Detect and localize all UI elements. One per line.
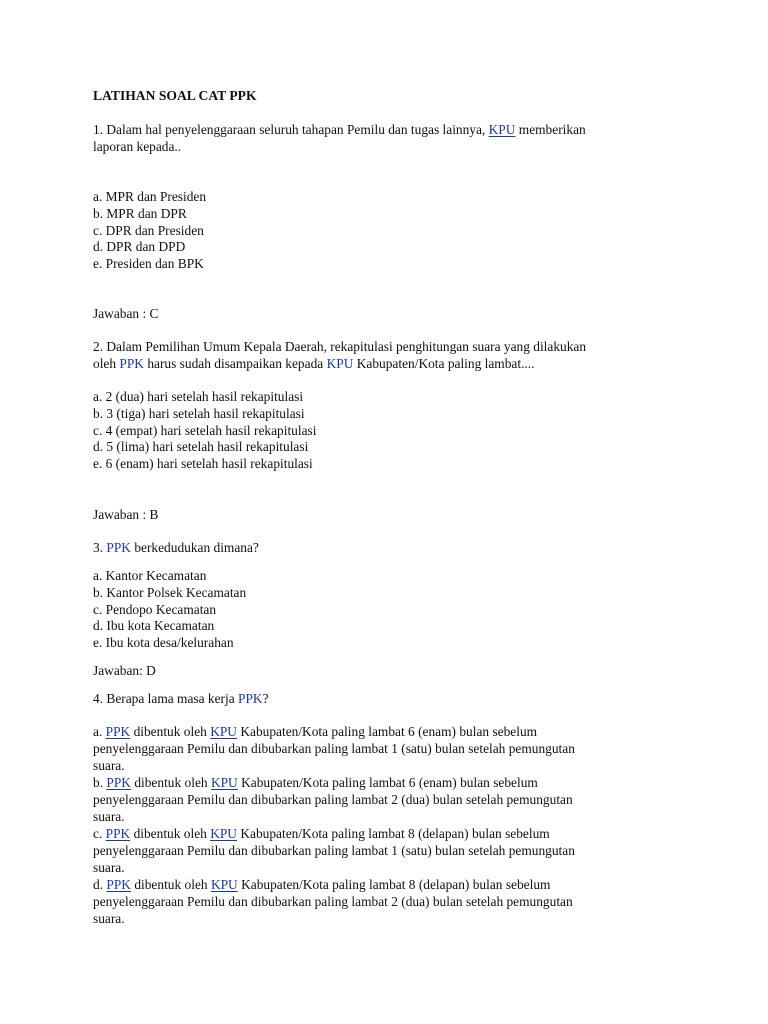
kpu-link[interactable]: KPU <box>488 122 516 137</box>
question-2-options <box>93 388 693 472</box>
option: a. MPR dan Presiden <box>93 189 207 204</box>
document-page <box>93 87 693 927</box>
option: d. PPK dibentuk oleh KPU Kabupaten/Kota paling lambat 8 (delapan) bulan sebelum penyelenggaraan Pemilu dan dibubarkan paling lambat 2 (dua) bulan setelah pemungutan suara. <box>93 876 573 926</box>
option: b. Kantor Polsek Kecamatan <box>93 584 247 600</box>
kpu-link[interactable]: KPU <box>210 723 237 739</box>
option: c. 4 (empat) hari setelah hasil rekapitulasi <box>93 422 317 438</box>
question-2-text: 2. Dalam Pemilihan Umum Kepala Daerah, rekapitulasi penghitungan suara yang dilakukan oleh PPK harus sudah disampaikan kepada KPU Kabupaten/Kota paling lambat.... <box>93 338 587 371</box>
option: d. Ibu kota Kecamatan <box>93 618 215 634</box>
option: b. MPR dan DPR <box>93 205 187 221</box>
question-3-options <box>93 567 693 651</box>
ppk-link[interactable]: PPK <box>106 774 131 790</box>
ppk-link[interactable]: PPK <box>238 690 263 706</box>
option: e. Ibu kota desa/kelurahan <box>93 635 234 651</box>
option: e. 6 (enam) hari setelah hasil rekapitulasi <box>93 456 313 472</box>
question-2 <box>93 338 693 523</box>
question-1 <box>93 121 693 322</box>
question-4-options <box>93 723 693 927</box>
question-4 <box>93 690 693 927</box>
ppk-link[interactable]: PPK <box>106 876 131 892</box>
question-2-answer: Jawaban : B <box>93 506 159 522</box>
option: c. DPR dan Presiden <box>93 222 204 238</box>
question-3 <box>93 539 693 679</box>
ppk-link[interactable]: PPK <box>105 723 131 739</box>
option: a. Kantor Kecamatan <box>93 567 207 583</box>
option: b. PPK dibentuk oleh KPU Kabupaten/Kota paling lambat 6 (enam) bulan sebelum penyelenggaraan Pemilu dan dibubarkan paling lambat 2 (dua) bulan setelah pemungutan suara. <box>93 774 573 824</box>
option: e. Presiden dan BPK <box>93 256 204 272</box>
kpu-link[interactable]: KPU <box>326 355 354 371</box>
option: a. 2 (dua) hari setelah hasil rekapitulasi <box>93 388 304 404</box>
option: d. 5 (lima) hari setelah hasil rekapitulasi <box>93 439 309 455</box>
question-4-text: 4. Berapa lama masa kerja PPK? <box>93 690 269 706</box>
question-3-answer: Jawaban: D <box>93 662 156 678</box>
question-1-answer: Jawaban : C <box>93 305 159 321</box>
ppk-link[interactable]: PPK <box>106 539 131 555</box>
question-1-options <box>93 188 693 272</box>
ppk-link[interactable]: PPK <box>119 355 144 371</box>
kpu-link[interactable]: KPU <box>210 774 238 790</box>
kpu-link[interactable]: KPU <box>210 876 238 892</box>
kpu-link[interactable]: KPU <box>210 825 237 841</box>
option: d. DPR dan DPD <box>93 239 186 255</box>
option: a. PPK dibentuk oleh KPU Kabupaten/Kota paling lambat 6 (enam) bulan sebelum penyelenggaraan Pemilu dan dibubarkan paling lambat 1 (satu) bulan setelah pemungutan suara. <box>93 723 575 773</box>
question-3-text: 3. PPK berkedudukan dimana? <box>93 539 259 555</box>
option: c. PPK dibentuk oleh KPU Kabupaten/Kota paling lambat 8 (delapan) bulan sebelum penyelenggaraan Pemilu dan dibubarkan paling lambat 1 (satu) bulan setelah pemungutan suara. <box>93 825 575 875</box>
question-1-text: 1. Dalam hal penyelenggaraan seluruh tahapan Pemilu dan tugas lainnya, KPU memberikan laporan kepada.. <box>93 122 586 154</box>
option: b. 3 (tiga) hari setelah hasil rekapitulasi <box>93 405 305 421</box>
document-title: LATIHAN SOAL CAT PPK <box>93 88 257 103</box>
option: c. Pendopo Kecamatan <box>93 601 217 617</box>
ppk-link[interactable]: PPK <box>105 825 131 841</box>
